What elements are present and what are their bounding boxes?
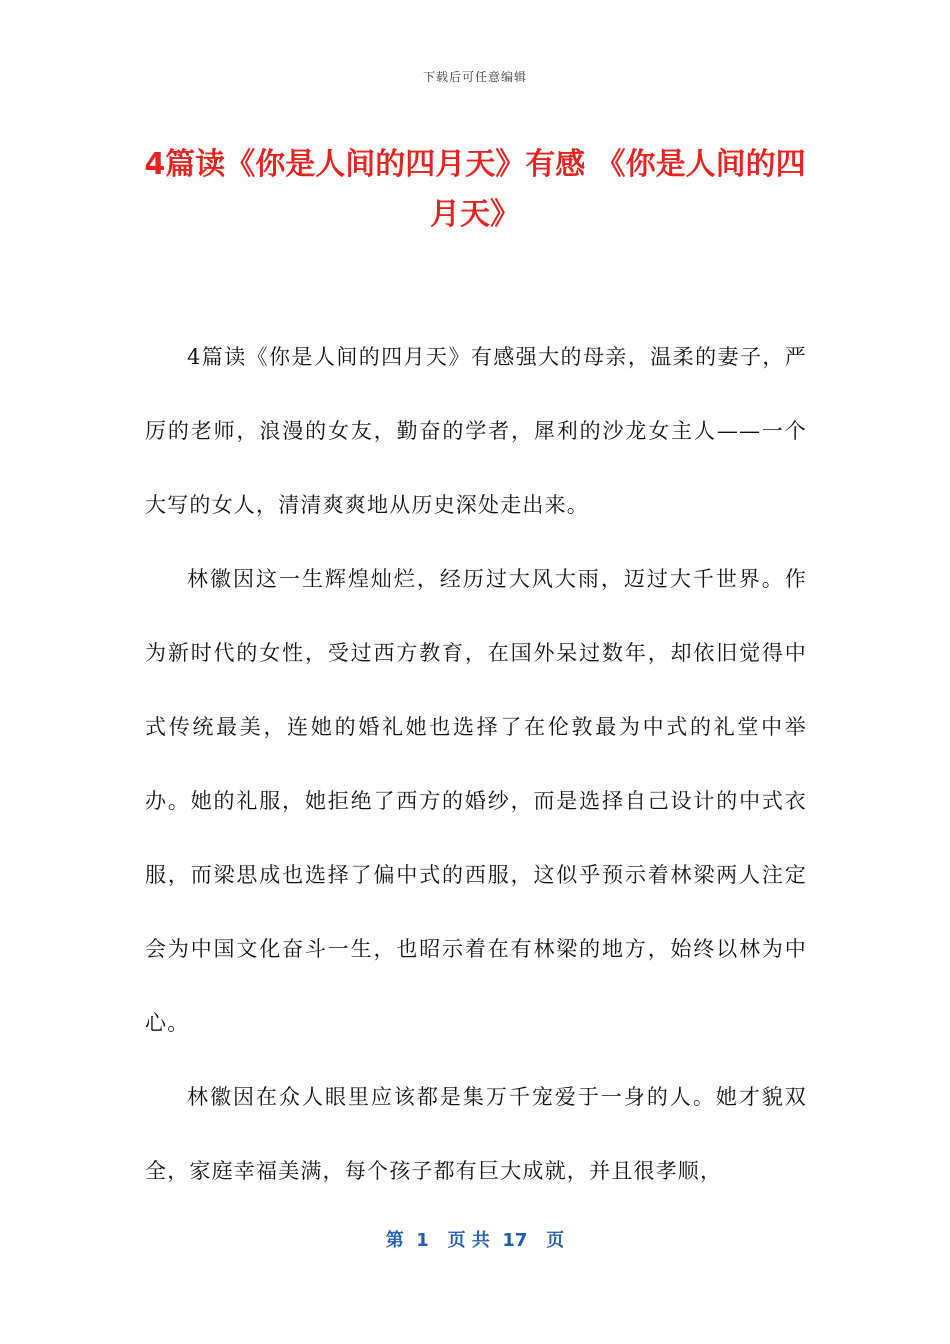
header-note: 下载后可任意编辑 <box>422 70 527 84</box>
document-title: 4篇读《你是人间的四月天》有感 《你是人间的四月天》 <box>144 147 806 232</box>
page-number-footer: 第 1 页 共 17 页 <box>385 1230 565 1251</box>
paragraph-2: 林徽因这一生辉煌灿烂，经历过大风大雨，迈过大千世界。作为新时代的女性，受过西方教育，在国外呆过数年，却依旧觉得中式传统最美，连她的婚礼她也选择了在伦敦最为中式的礼堂中举办。她的礼服，她拒绝了西方的婚纱，而是选择自己设计的中式衣服，而梁思成也选择了偏中式的西服，这似乎预示着林梁两人注定会为中国文化奋斗一生，也昭示着在有林梁的地方，始终以林为中心。 <box>145 567 807 1035</box>
paragraph-3: 林徽因在众人眼里应该都是集万千宠爱于一身的人。她才貌双全，家庭幸福美满，每个孩子都有巨大成就，并且很孝顺， <box>145 1085 807 1183</box>
document-body <box>145 320 807 1208</box>
paragraph-1: 4篇读《你是人间的四月天》有感强大的母亲，温柔的妻子，严厉的老师，浪漫的女友，勤奋的学者，犀利的沙龙女主人——一个大写的女人，清清爽爽地从历史深处走出来。 <box>145 345 807 517</box>
